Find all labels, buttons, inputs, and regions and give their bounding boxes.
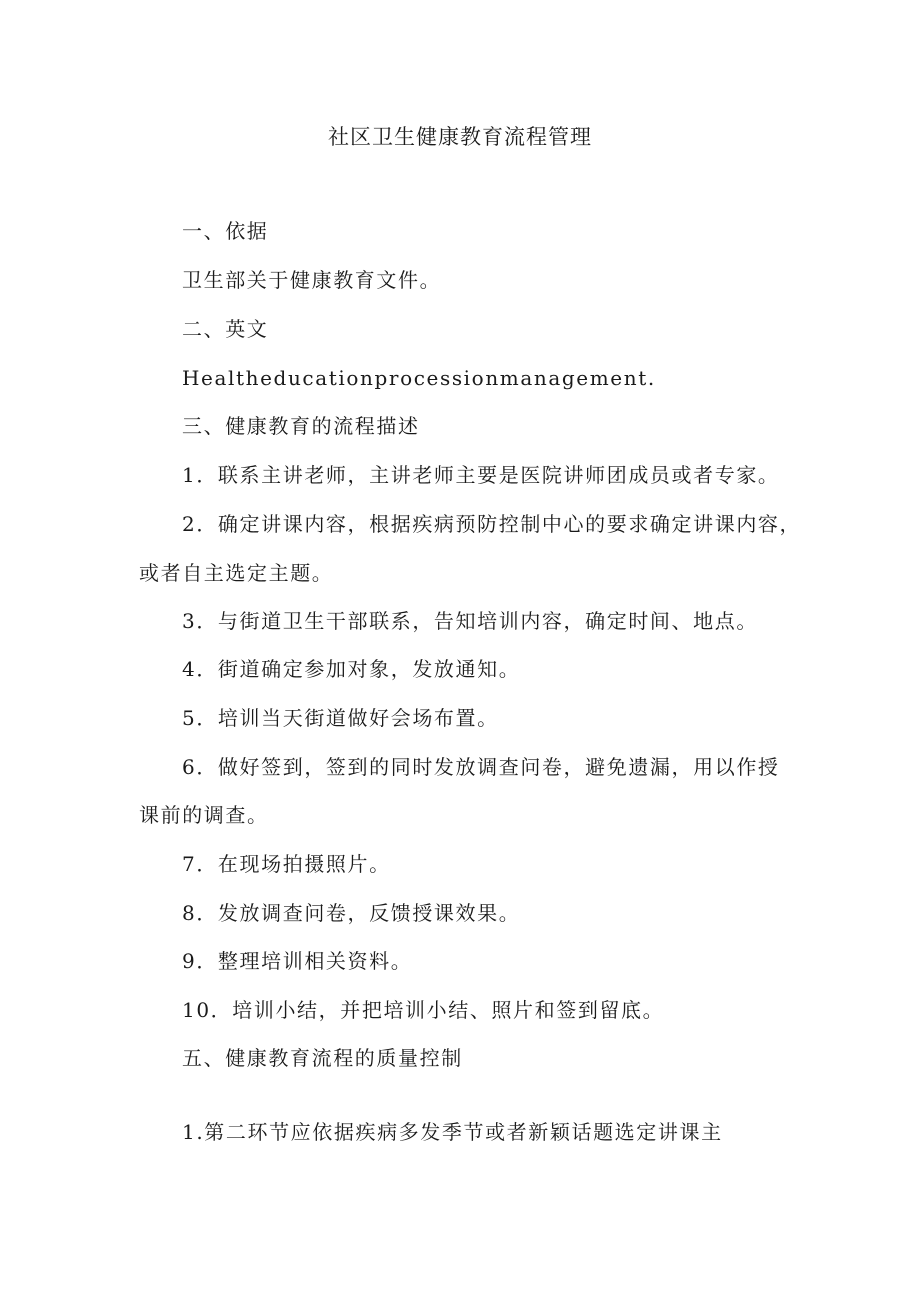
list-item-2-continuation: 或者自主选定主题。 (139, 561, 334, 585)
document-title: 社区卫生健康教育流程管理 (328, 125, 592, 149)
paragraph-line-english: Healtheducationprocessionmanagement. (182, 366, 656, 390)
list-item-6-continuation: 课前的调查。 (139, 803, 269, 827)
section-heading-process: 三、健康教育的流程描述 (182, 414, 420, 438)
list-item-6: 6．做好签到，签到的同时发放调查问卷，避免遗漏，用以作授 (182, 755, 780, 779)
list-item-8: 8．发放调查问卷，反馈授课效果。 (182, 901, 521, 925)
section-heading-english: 二、英文 (182, 317, 269, 341)
section-heading-basis: 一、依据 (182, 219, 269, 243)
list-item-3: 3．与街道卫生干部联系，告知培训内容，确定时间、地点。 (182, 609, 758, 633)
list-item-10: 10．培训小结，并把培训小结、照片和签到留底。 (182, 998, 665, 1022)
list-item-4: 4．街道确定参加对象，发放通知。 (182, 657, 521, 681)
quality-item-1: 1.第二环节应依据疾病多发季节或者新颖话题选定讲课主 (182, 1120, 723, 1144)
list-item-5: 5．培训当天街道做好会场布置。 (182, 706, 499, 730)
list-item-7: 7．在现场拍摄照片。 (182, 852, 391, 876)
paragraph-line: 卫生部关于健康教育文件。 (182, 268, 442, 292)
list-item-2: 2．确定讲课内容，根据疾病预防控制中心的要求确定讲课内容， (182, 512, 802, 536)
list-item-9: 9．整理培训相关资料。 (182, 949, 413, 973)
list-item-1: 1．联系主讲老师，主讲老师主要是医院讲师团成员或者专家。 (182, 463, 780, 487)
section-heading-quality: 五、健康教育流程的质量控制 (182, 1046, 463, 1070)
